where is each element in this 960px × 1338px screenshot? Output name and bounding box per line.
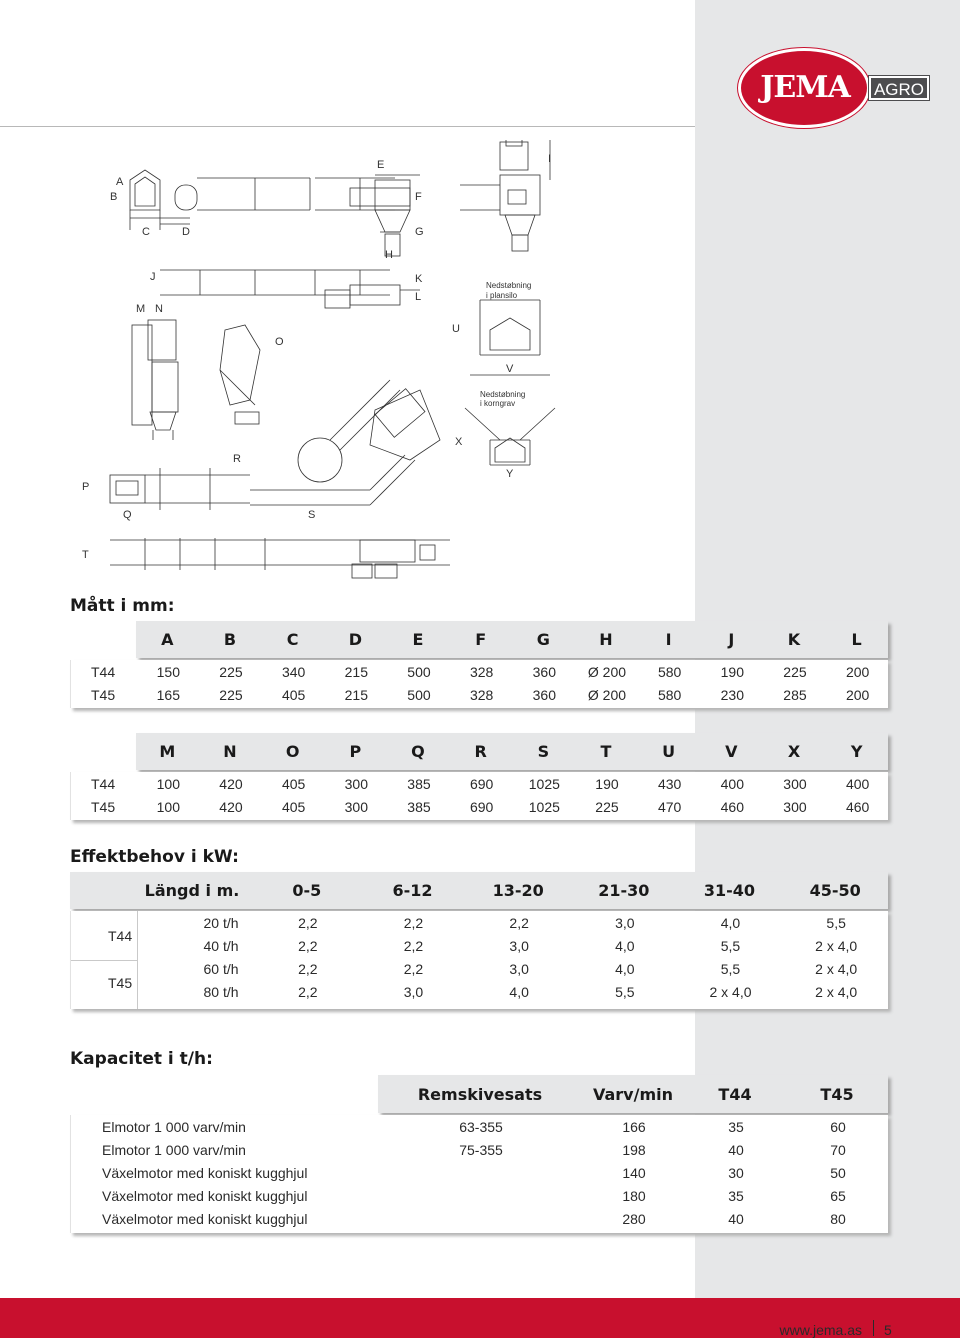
col-header-C: C — [286, 630, 299, 649]
capacity-cell: 198 — [622, 1142, 646, 1158]
row-label-T45: T45 — [91, 799, 116, 815]
capacity-cell: 280 — [622, 1211, 646, 1227]
note-pit-1: Nedstøbning — [480, 390, 526, 399]
note-silo-2: i plansilo — [486, 291, 518, 300]
dim-A: A — [116, 176, 124, 188]
capacity-col-2: T44 — [718, 1084, 752, 1104]
drawing-top-left — [130, 170, 420, 256]
jema-agro-logo — [738, 48, 932, 130]
cell-T45-X: 300 — [783, 799, 807, 815]
power-col-21-30: 21-30 — [598, 881, 650, 900]
cell-T44-E: 500 — [407, 664, 431, 680]
dim-M: M — [136, 303, 146, 315]
col-header-T: T — [600, 742, 612, 761]
cell-T45-R: 690 — [469, 799, 494, 815]
dim-Y: Y — [506, 468, 514, 480]
dim-E: E — [377, 159, 385, 171]
capacity-cell: 50 — [830, 1165, 846, 1181]
table2-body — [70, 772, 888, 820]
col-header-I: I — [665, 630, 672, 649]
table2-header — [136, 733, 888, 770]
cell-T45-B: 225 — [219, 687, 243, 703]
capacity-cell: 60 — [830, 1119, 846, 1135]
cell-T45-T: 225 — [595, 799, 619, 815]
drawing-long-conveyor — [110, 538, 450, 578]
cell-T44-F: 328 — [469, 664, 494, 680]
power-cell: 2 x 4,0 — [815, 961, 858, 977]
cell-T44-P: 300 — [344, 776, 368, 792]
cell-T44-A: 150 — [156, 664, 180, 680]
capacity-cell: 75-355 — [459, 1142, 503, 1158]
cell-T44-J: 190 — [720, 664, 744, 680]
dim-V: V — [506, 363, 514, 375]
drawing-elevator — [132, 320, 440, 505]
power-cell: 4,0 — [720, 915, 741, 931]
power-length-header: Längd i m. — [144, 881, 240, 900]
cell-T45-P: 300 — [344, 799, 368, 815]
capacity-motor: Elmotor 1 000 varv/min — [102, 1142, 246, 1158]
col-header-L: L — [851, 630, 862, 649]
power-vertical-divider — [137, 911, 138, 1009]
col-header-O: O — [285, 742, 300, 761]
power-capacity: 80 t/h — [203, 984, 239, 1000]
capacity-motor: Växelmotor med koniskt kugghjul — [102, 1188, 308, 1204]
dim-T: T — [82, 549, 89, 561]
capacity-body — [70, 1115, 888, 1233]
drawing-top-right — [460, 140, 550, 251]
col-header-H: H — [599, 630, 613, 649]
power-cell: 5,5 — [720, 938, 741, 954]
power-cell: 2,2 — [298, 961, 318, 977]
power-cell: 2,2 — [298, 915, 318, 931]
power-col-31-40: 31-40 — [703, 881, 756, 900]
cell-T45-F: 328 — [469, 687, 494, 703]
capacity-motor: Elmotor 1 000 varv/min — [102, 1119, 246, 1135]
cell-T44-L: 200 — [845, 664, 870, 680]
capacity-cell: 70 — [830, 1142, 846, 1158]
table1-header — [136, 621, 888, 658]
cell-T45-H: Ø 200 — [587, 687, 627, 703]
dim-L: L — [415, 291, 422, 303]
cell-T45-A: 165 — [156, 687, 180, 703]
power-cell: 2,2 — [298, 938, 318, 954]
cell-T44-K: 225 — [783, 664, 807, 680]
col-header-Y: Y — [850, 742, 863, 761]
row-label-T44: T44 — [91, 664, 116, 680]
cell-T44-M: 100 — [156, 776, 180, 792]
col-header-X: X — [787, 742, 801, 761]
heading-power: Effektbehov i kW: — [70, 847, 239, 867]
capacity-cell: 40 — [728, 1142, 744, 1158]
power-cell: 5,5 — [720, 961, 741, 977]
power-capacity: 40 t/h — [203, 938, 239, 954]
capacity-cell: 30 — [728, 1165, 744, 1181]
table1-body — [70, 660, 888, 708]
power-cell: 4,0 — [615, 961, 635, 977]
row-label-T45: T45 — [91, 687, 116, 703]
col-header-P: P — [349, 742, 362, 761]
power-cell: 3,0 — [615, 915, 635, 931]
heading-capacity: Kapacitet i t/h: — [70, 1049, 213, 1069]
cell-T45-J: 230 — [720, 687, 744, 703]
capacity-cell: 65 — [830, 1188, 846, 1204]
capacity-col-0: Remskivesats — [417, 1084, 543, 1104]
dim-B: B — [110, 191, 118, 203]
col-header-V: V — [725, 742, 738, 761]
cell-T45-N: 420 — [219, 799, 243, 815]
power-cell: 2 x 4,0 — [815, 984, 858, 1000]
power-cell: 3,0 — [403, 984, 424, 1000]
power-col-13-20: 13-20 — [492, 881, 544, 900]
drawing-middle-conveyor — [160, 270, 420, 308]
heading-measurements: Mått i mm: — [70, 596, 175, 616]
drawing-pit-section — [465, 408, 555, 465]
col-header-N: N — [223, 742, 237, 761]
cell-T45-Y: 460 — [845, 799, 870, 815]
capacity-cell: 35 — [728, 1188, 744, 1204]
dim-F: F — [415, 191, 422, 203]
power-cell: 2,2 — [403, 915, 424, 931]
technical-drawings — [70, 140, 630, 580]
col-header-K: K — [787, 630, 801, 649]
cell-T45-O: 405 — [281, 799, 306, 815]
dim-H: H — [385, 249, 393, 261]
cell-T44-N: 420 — [219, 776, 243, 792]
cell-T44-X: 300 — [783, 776, 807, 792]
power-capacity: 60 t/h — [203, 961, 239, 977]
cell-T44-S: 1025 — [528, 776, 560, 792]
power-cell: 2,2 — [298, 984, 318, 1000]
capacity-cell: 140 — [622, 1165, 646, 1181]
cell-T45-Q: 385 — [407, 799, 431, 815]
cell-T45-M: 100 — [156, 799, 180, 815]
capacity-cell: 166 — [622, 1119, 646, 1135]
power-cell: 5,5 — [826, 915, 846, 931]
cell-T45-V: 460 — [720, 799, 744, 815]
footer-separator — [873, 1320, 874, 1336]
dim-I: I — [548, 153, 552, 165]
dim-S: S — [308, 509, 316, 521]
col-header-G: G — [536, 630, 550, 649]
dim-Q: Q — [123, 509, 132, 521]
cell-T44-D: 215 — [344, 664, 368, 680]
row-label-T44: T44 — [91, 776, 116, 792]
cell-T45-D: 215 — [344, 687, 368, 703]
capacity-col-3: T45 — [820, 1084, 854, 1104]
cell-T44-I: 580 — [657, 664, 682, 680]
col-header-A: A — [161, 630, 174, 649]
cell-T44-Q: 385 — [407, 776, 431, 792]
power-col-0-5: 0-5 — [292, 881, 322, 900]
power-group-T44: T44 — [108, 928, 133, 944]
page-number: 5 — [884, 1322, 892, 1338]
capacity-header — [378, 1075, 888, 1113]
col-header-J: J — [728, 630, 735, 649]
col-header-D: D — [348, 630, 362, 649]
dim-O: O — [275, 336, 284, 348]
capacity-cell: 35 — [728, 1119, 744, 1135]
cell-T45-E: 500 — [407, 687, 431, 703]
power-group-T45: T45 — [108, 975, 133, 991]
dim-P: P — [82, 481, 90, 493]
dim-X: X — [455, 436, 463, 448]
cell-T45-G: 360 — [532, 687, 556, 703]
drawing-bottom-section — [110, 468, 250, 510]
dim-K: K — [415, 273, 423, 285]
note-silo-1: Nedstøbning — [486, 281, 532, 290]
cell-T45-U: 470 — [657, 799, 682, 815]
power-cell: 4,0 — [509, 984, 529, 1000]
power-cell: 4,0 — [615, 938, 635, 954]
capacity-col-1: Varv/min — [592, 1084, 673, 1104]
power-cell: 2 x 4,0 — [709, 984, 752, 1000]
footer-url[interactable]: www.jema.as — [779, 1322, 862, 1338]
power-cell: 2,2 — [403, 961, 424, 977]
top-rule — [0, 126, 695, 127]
dim-C: C — [142, 226, 150, 238]
cell-T44-G: 360 — [532, 664, 556, 680]
cell-T44-V: 400 — [720, 776, 744, 792]
col-header-B: B — [223, 630, 237, 649]
cell-T44-B: 225 — [219, 664, 243, 680]
power-cell: 2 x 4,0 — [815, 938, 858, 954]
col-header-E: E — [412, 630, 424, 649]
power-body — [70, 911, 888, 1009]
cell-T44-O: 405 — [281, 776, 306, 792]
power-cell: 2,2 — [403, 938, 424, 954]
col-header-U: U — [662, 742, 676, 761]
logo-text: JEMA — [760, 70, 850, 105]
capacity-cell: 80 — [830, 1211, 846, 1227]
cell-T45-I: 580 — [657, 687, 682, 703]
cell-T45-K: 285 — [783, 687, 807, 703]
capacity-motor: Växelmotor med koniskt kugghjul — [102, 1165, 308, 1181]
power-col-45-50: 45-50 — [809, 881, 861, 900]
power-cell: 2,2 — [509, 915, 529, 931]
power-capacity: 20 t/h — [203, 915, 239, 931]
col-header-S: S — [537, 742, 550, 761]
dim-U: U — [452, 323, 460, 335]
col-header-Q: Q — [411, 742, 425, 761]
note-pit-2: i korngrav — [480, 399, 516, 408]
power-cell: 3,0 — [509, 961, 529, 977]
capacity-cell: 180 — [622, 1188, 646, 1204]
cell-T44-Y: 400 — [845, 776, 870, 792]
power-cell: 5,5 — [615, 984, 635, 1000]
power-col-6-12: 6-12 — [392, 881, 433, 900]
col-header-R: R — [474, 742, 487, 761]
capacity-cell: 63-355 — [459, 1119, 503, 1135]
capacity-cell: 40 — [728, 1211, 744, 1227]
col-header-M: M — [159, 742, 176, 761]
cell-T44-R: 690 — [469, 776, 494, 792]
dim-D: D — [182, 226, 190, 238]
col-header-F: F — [475, 630, 487, 649]
dim-G: G — [415, 226, 424, 238]
cell-T45-C: 405 — [281, 687, 306, 703]
logo-suffix: AGRO — [869, 76, 929, 100]
power-cell: 3,0 — [509, 938, 529, 954]
dim-N: N — [155, 303, 163, 315]
cell-T44-T: 190 — [595, 776, 619, 792]
cell-T45-S: 1025 — [528, 799, 560, 815]
cell-T44-U: 430 — [657, 776, 682, 792]
dim-R: R — [233, 453, 241, 465]
dim-J: J — [150, 271, 156, 283]
cell-T44-H: Ø 200 — [587, 664, 627, 680]
power-group-divider — [71, 960, 137, 961]
cell-T44-C: 340 — [281, 664, 306, 680]
cell-T45-L: 200 — [845, 687, 870, 703]
power-header — [70, 872, 888, 909]
capacity-motor: Växelmotor med koniskt kugghjul — [102, 1211, 308, 1227]
